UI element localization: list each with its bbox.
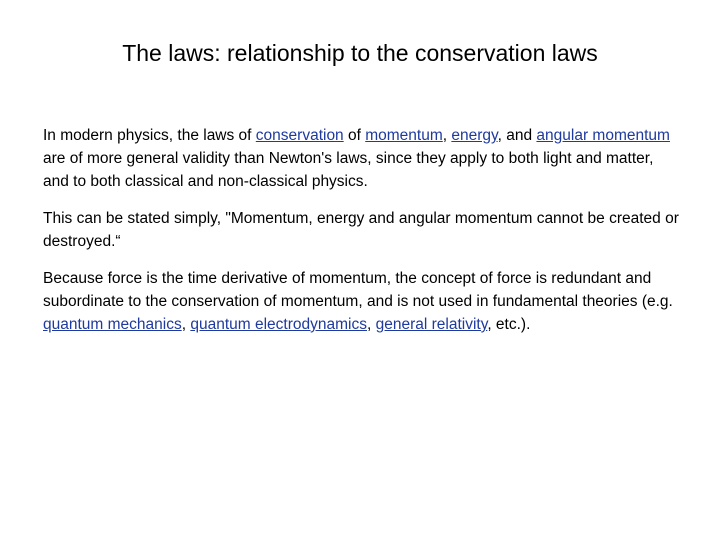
text-segment: of (343, 127, 366, 144)
text-segment: , (366, 316, 376, 333)
text-segment: , (181, 316, 191, 333)
text-segment: are of more general validity than Newton's laws, since they apply to both light and matter, and to both classical and non-classical physics. (43, 150, 654, 190)
link-quantum-mechanics[interactable]: quantum mechanics (43, 316, 182, 333)
link-general-relativity[interactable]: general relativity (375, 316, 488, 333)
text-segment: In modern physics, the laws of (43, 127, 256, 144)
text-segment: , (442, 127, 452, 144)
link-momentum[interactable]: momentum (365, 127, 443, 144)
text-segment: Because force is the time derivative of momentum, the concept of force is redundant and subordinate to the conservation of momentum, and is not used in fundamental theories (e.g. (43, 270, 673, 310)
paragraph-conservation (43, 124, 679, 193)
link-angular-momentum[interactable]: angular momentum (536, 127, 670, 144)
slide-body (43, 124, 679, 350)
link-quantum-electrodynamics[interactable]: quantum electrodynamics (190, 316, 367, 333)
text-segment: , etc.). (487, 316, 531, 333)
link-conservation[interactable]: conservation (255, 127, 344, 144)
paragraph-force (43, 267, 679, 336)
link-energy[interactable]: energy (451, 127, 498, 144)
slide-title: The laws: relationship to the conservation laws (122, 40, 598, 66)
text-segment: , and (497, 127, 537, 144)
paragraph-statement: This can be stated simply, "Momentum, energy and angular momentum cannot be created or destroyed.“ (43, 210, 679, 250)
